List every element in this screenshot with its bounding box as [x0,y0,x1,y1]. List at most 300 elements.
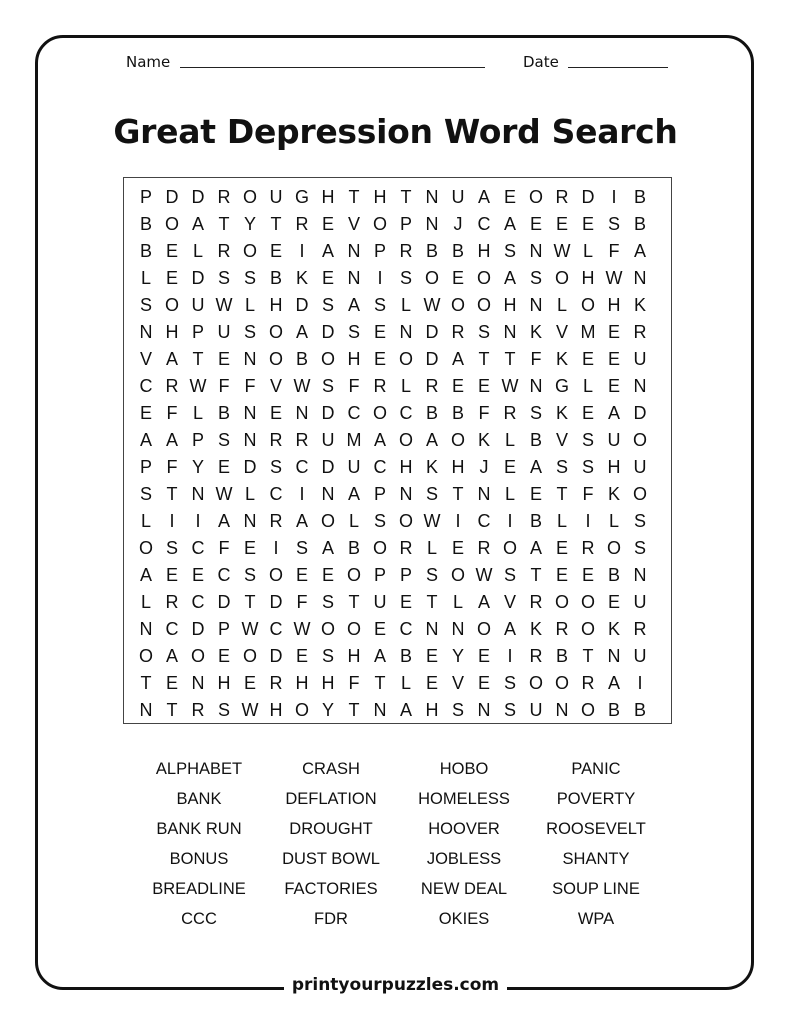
grid-cell[interactable]: S [529,268,542,288]
grid-cell[interactable]: O [138,538,153,558]
grid-cell[interactable]: R [503,403,517,423]
grid-cell[interactable]: R [633,619,647,639]
grid-cell[interactable]: U [217,322,231,342]
grid-cell[interactable]: M [346,430,362,450]
grid-cell[interactable]: S [555,457,568,477]
grid-cell[interactable]: N [295,403,309,423]
grid-cell[interactable]: L [400,673,411,693]
grid-cell[interactable]: O [268,349,283,369]
grid-cell[interactable]: Y [451,646,464,666]
grid-cell[interactable]: B [555,646,568,666]
grid-cell[interactable]: C [477,511,491,531]
grid-cell[interactable]: T [452,484,464,504]
grid-cell[interactable]: D [425,349,439,369]
grid-cell[interactable]: U [347,457,361,477]
grid-cell[interactable]: O [632,430,647,450]
grid-cell[interactable]: S [529,403,542,423]
grid-cell[interactable]: K [529,322,542,342]
grid-cell[interactable]: N [139,619,153,639]
grid-cell[interactable]: L [140,592,151,612]
grid-cell[interactable]: O [164,214,179,234]
grid-cell[interactable]: B [607,565,620,585]
grid-cell[interactable]: H [425,700,439,720]
grid-cell[interactable]: N [633,268,647,288]
grid-cell[interactable]: H [269,700,283,720]
grid-cell[interactable]: S [321,376,334,396]
grid-cell[interactable]: P [139,457,152,477]
grid-cell[interactable]: D [191,187,205,207]
grid-cell[interactable]: O [190,646,205,666]
grid-cell[interactable]: N [529,376,543,396]
grid-cell[interactable]: H [399,457,413,477]
grid-cell[interactable]: I [611,187,617,207]
grid-cell[interactable]: S [581,457,594,477]
grid-cell[interactable]: B [633,187,646,207]
grid-cell[interactable]: N [399,484,413,504]
grid-cell[interactable]: T [166,700,178,720]
name-line[interactable] [180,67,485,68]
grid-cell[interactable]: E [373,619,386,639]
grid-cell[interactable]: V [503,592,516,612]
grid-cell[interactable]: S [295,538,308,558]
grid-cell[interactable]: D [425,322,439,342]
grid-cell[interactable]: O [372,538,387,558]
grid-cell[interactable]: H [477,241,491,261]
grid-cell[interactable]: R [399,538,413,558]
grid-cell[interactable]: A [503,619,516,639]
grid-cell[interactable]: H [503,295,517,315]
grid-cell[interactable]: O [580,592,595,612]
grid-cell[interactable]: S [321,295,334,315]
grid-cell[interactable]: W [501,376,519,396]
grid-cell[interactable]: S [633,538,646,558]
grid-cell[interactable]: H [321,187,335,207]
grid-cell[interactable]: S [633,511,646,531]
grid-cell[interactable]: O [242,646,257,666]
grid-cell[interactable]: M [580,322,596,342]
grid-cell[interactable]: E [555,538,568,558]
grid-cell[interactable]: H [165,322,179,342]
grid-cell[interactable]: A [321,241,334,261]
grid-cell[interactable]: O [398,349,413,369]
grid-cell[interactable]: I [455,511,461,531]
grid-cell[interactable]: L [400,376,411,396]
grid-cell[interactable]: L [608,511,619,531]
grid-cell[interactable]: G [554,376,569,396]
grid-cell[interactable]: O [632,484,647,504]
grid-cell[interactable]: L [244,484,255,504]
grid-cell[interactable]: C [191,538,205,558]
grid-cell[interactable]: I [507,511,513,531]
grid-cell[interactable]: L [556,295,567,315]
grid-cell[interactable]: H [295,673,309,693]
grid-cell[interactable]: F [166,403,178,423]
grid-cell[interactable]: E [607,322,620,342]
grid-cell[interactable]: O [346,565,361,585]
grid-cell[interactable]: U [269,187,283,207]
grid-cell[interactable]: C [139,376,153,396]
grid-cell[interactable]: A [373,430,386,450]
grid-cell[interactable]: O [450,295,465,315]
grid-cell[interactable]: R [217,241,231,261]
grid-cell[interactable]: R [633,322,647,342]
grid-cell[interactable]: A [607,403,620,423]
grid-cell[interactable]: N [477,484,491,504]
grid-cell[interactable]: E [451,376,464,396]
grid-cell[interactable]: B [295,349,308,369]
grid-cell[interactable]: F [244,376,256,396]
grid-cell[interactable]: E [555,214,568,234]
grid-cell[interactable]: N [529,241,543,261]
grid-cell[interactable]: E [399,592,412,612]
grid-cell[interactable]: S [243,268,256,288]
grid-cell[interactable]: S [243,565,256,585]
grid-cell[interactable]: S [373,295,386,315]
grid-cell[interactable]: I [273,538,279,558]
grid-cell[interactable]: I [585,511,591,531]
grid-cell[interactable]: S [399,268,412,288]
grid-cell[interactable]: B [347,538,360,558]
grid-cell[interactable]: N [425,214,439,234]
grid-cell[interactable]: C [269,484,283,504]
grid-cell[interactable]: A [425,430,438,450]
grid-cell[interactable]: H [373,187,387,207]
grid-cell[interactable]: E [581,565,594,585]
grid-cell[interactable]: E [529,214,542,234]
grid-cell[interactable]: C [477,214,491,234]
grid-cell[interactable]: D [243,457,257,477]
grid-cell[interactable]: A [139,430,152,450]
grid-cell[interactable]: N [243,403,257,423]
grid-cell[interactable]: O [398,511,413,531]
grid-cell[interactable]: I [299,484,305,504]
grid-cell[interactable]: C [165,619,179,639]
grid-cell[interactable]: W [553,241,571,261]
grid-cell[interactable]: S [321,646,334,666]
grid-cell[interactable]: R [269,511,283,531]
grid-cell[interactable]: R [191,700,205,720]
grid-cell[interactable]: C [399,403,413,423]
grid-cell[interactable]: E [477,376,490,396]
grid-cell[interactable]: U [191,295,205,315]
grid-cell[interactable]: W [475,565,493,585]
grid-cell[interactable]: F [166,457,178,477]
grid-cell[interactable]: N [477,700,491,720]
grid-cell[interactable]: E [321,214,334,234]
grid-cell[interactable]: F [296,592,308,612]
grid-cell[interactable]: A [503,268,516,288]
grid-cell[interactable]: R [269,430,283,450]
grid-cell[interactable]: P [399,214,412,234]
grid-cell[interactable]: N [243,349,257,369]
grid-cell[interactable]: O [554,268,569,288]
grid-cell[interactable]: A [373,646,386,666]
grid-cell[interactable]: O [242,187,257,207]
grid-cell[interactable]: O [346,619,361,639]
grid-cell[interactable]: U [633,457,647,477]
grid-cell[interactable]: K [477,430,490,450]
grid-cell[interactable]: E [503,457,516,477]
grid-cell[interactable]: U [633,349,647,369]
grid-cell[interactable]: T [244,592,256,612]
grid-cell[interactable]: E [607,349,620,369]
grid-cell[interactable]: N [243,430,257,450]
grid-cell[interactable]: E [373,349,386,369]
grid-cell[interactable]: S [503,565,516,585]
grid-cell[interactable]: L [140,268,151,288]
grid-cell[interactable]: N [191,484,205,504]
grid-cell[interactable]: U [373,592,387,612]
grid-cell[interactable]: V [555,430,568,450]
grid-cell[interactable]: E [321,268,334,288]
grid-cell[interactable]: U [529,700,543,720]
grid-cell[interactable]: E [581,403,594,423]
grid-cell[interactable]: T [348,700,360,720]
grid-cell[interactable]: S [503,700,516,720]
grid-cell[interactable]: P [399,565,412,585]
grid-cell[interactable]: Y [321,700,334,720]
grid-cell[interactable]: B [451,241,464,261]
grid-cell[interactable]: N [607,646,621,666]
grid-cell[interactable]: L [582,241,593,261]
grid-cell[interactable]: E [503,187,516,207]
grid-cell[interactable]: E [243,538,256,558]
grid-cell[interactable]: E [425,646,438,666]
grid-cell[interactable]: F [348,376,360,396]
date-line[interactable] [568,67,668,68]
grid-cell[interactable]: S [451,700,464,720]
grid-cell[interactable]: R [399,241,413,261]
grid-cell[interactable]: B [399,646,412,666]
grid-cell[interactable]: W [215,295,233,315]
grid-cell[interactable]: Y [191,457,204,477]
grid-cell[interactable]: E [607,376,620,396]
grid-cell[interactable]: O [502,538,517,558]
grid-cell[interactable]: S [373,511,386,531]
grid-cell[interactable]: T [218,214,230,234]
grid-cell[interactable]: B [451,403,464,423]
grid-cell[interactable]: R [217,187,231,207]
grid-cell[interactable]: E [243,673,256,693]
grid-cell[interactable]: A [529,457,542,477]
grid-cell[interactable]: P [373,484,386,504]
grid-cell[interactable]: N [451,619,465,639]
grid-cell[interactable]: B [217,403,230,423]
grid-cell[interactable]: L [192,403,203,423]
grid-cell[interactable]: A [165,349,178,369]
grid-cell[interactable]: G [294,187,309,207]
grid-cell[interactable]: B [425,241,438,261]
grid-cell[interactable]: E [451,538,464,558]
grid-cell[interactable]: K [529,619,542,639]
grid-cell[interactable]: R [165,376,179,396]
grid-cell[interactable]: O [372,403,387,423]
grid-cell[interactable]: I [195,511,201,531]
grid-cell[interactable]: K [555,403,568,423]
grid-cell[interactable]: T [166,484,178,504]
grid-cell[interactable]: T [374,673,386,693]
grid-cell[interactable]: A [295,322,308,342]
grid-cell[interactable]: A [321,538,334,558]
grid-cell[interactable]: N [633,376,647,396]
grid-cell[interactable]: N [347,241,361,261]
grid-cell[interactable]: E [529,484,542,504]
grid-cell[interactable]: O [476,619,491,639]
grid-cell[interactable]: U [451,187,465,207]
grid-cell[interactable]: T [556,484,568,504]
grid-cell[interactable]: N [191,673,205,693]
grid-cell[interactable]: P [373,565,386,585]
grid-cell[interactable]: E [581,214,594,234]
grid-cell[interactable]: R [581,538,595,558]
grid-cell[interactable]: K [607,484,620,504]
grid-cell[interactable]: S [269,457,282,477]
grid-cell[interactable]: B [633,214,646,234]
grid-cell[interactable]: N [555,700,569,720]
grid-cell[interactable]: N [425,187,439,207]
grid-cell[interactable]: E [269,241,282,261]
grid-cell[interactable]: W [293,376,311,396]
grid-cell[interactable]: B [529,430,542,450]
grid-cell[interactable]: S [477,322,490,342]
grid-cell[interactable]: O [242,241,257,261]
grid-cell[interactable]: F [218,538,230,558]
grid-cell[interactable]: J [479,457,489,477]
grid-cell[interactable]: I [637,673,643,693]
grid-cell[interactable]: C [399,619,413,639]
grid-cell[interactable]: E [295,646,308,666]
grid-cell[interactable]: O [398,430,413,450]
grid-cell[interactable]: F [218,376,230,396]
grid-cell[interactable]: T [478,349,490,369]
grid-cell[interactable]: E [139,403,152,423]
grid-cell[interactable]: D [321,322,335,342]
grid-cell[interactable]: T [400,187,412,207]
grid-cell[interactable]: N [425,619,439,639]
grid-cell[interactable]: D [191,619,205,639]
grid-cell[interactable]: L [244,295,255,315]
grid-cell[interactable]: L [504,430,515,450]
grid-cell[interactable]: U [633,646,647,666]
grid-cell[interactable]: P [373,241,386,261]
grid-cell[interactable]: A [477,592,490,612]
grid-cell[interactable]: L [426,538,437,558]
grid-cell[interactable]: S [321,592,334,612]
grid-cell[interactable]: U [321,430,335,450]
grid-cell[interactable]: V [451,673,464,693]
grid-cell[interactable]: W [423,511,441,531]
grid-cell[interactable]: Y [243,214,256,234]
grid-cell[interactable]: B [139,214,152,234]
grid-cell[interactable]: S [425,484,438,504]
grid-cell[interactable]: W [605,268,623,288]
grid-cell[interactable]: L [582,376,593,396]
grid-cell[interactable]: H [581,268,595,288]
grid-cell[interactable]: C [191,592,205,612]
grid-cell[interactable]: B [269,268,282,288]
grid-cell[interactable]: H [347,349,361,369]
grid-cell[interactable]: D [321,403,335,423]
grid-cell[interactable]: K [607,619,620,639]
grid-cell[interactable]: K [633,295,646,315]
grid-cell[interactable]: R [555,619,569,639]
grid-cell[interactable]: P [217,619,230,639]
grid-cell[interactable]: V [269,376,282,396]
grid-cell[interactable]: D [217,592,231,612]
grid-cell[interactable]: C [373,457,387,477]
grid-cell[interactable]: L [192,241,203,261]
grid-cell[interactable]: N [373,700,387,720]
grid-cell[interactable]: B [139,241,152,261]
grid-cell[interactable]: H [347,646,361,666]
grid-cell[interactable]: O [580,619,595,639]
grid-cell[interactable]: C [295,457,309,477]
grid-cell[interactable]: O [528,187,543,207]
grid-cell[interactable]: E [165,268,178,288]
grid-cell[interactable]: O [424,268,439,288]
grid-cell[interactable]: A [165,430,178,450]
grid-cell[interactable]: V [555,322,568,342]
grid-cell[interactable]: O [294,700,309,720]
grid-cell[interactable]: I [377,268,383,288]
grid-cell[interactable]: S [503,673,516,693]
grid-cell[interactable]: F [348,673,360,693]
grid-cell[interactable]: N [139,700,153,720]
grid-cell[interactable]: D [321,457,335,477]
grid-cell[interactable]: B [529,511,542,531]
grid-cell[interactable]: S [217,268,230,288]
grid-cell[interactable]: E [477,646,490,666]
grid-cell[interactable]: E [165,241,178,261]
grid-cell[interactable]: E [165,565,178,585]
grid-cell[interactable]: D [165,187,179,207]
grid-cell[interactable]: N [529,295,543,315]
grid-cell[interactable]: E [373,322,386,342]
grid-cell[interactable]: K [425,457,438,477]
grid-cell[interactable]: W [241,700,259,720]
grid-cell[interactable]: K [555,349,568,369]
grid-cell[interactable]: L [400,295,411,315]
grid-cell[interactable]: O [528,673,543,693]
grid-cell[interactable]: C [217,565,231,585]
grid-cell[interactable]: N [399,322,413,342]
grid-cell[interactable]: R [451,322,465,342]
grid-cell[interactable]: L [504,484,515,504]
grid-cell[interactable]: N [347,268,361,288]
grid-cell[interactable]: H [607,457,621,477]
grid-cell[interactable]: R [477,538,491,558]
grid-cell[interactable]: A [139,565,152,585]
grid-cell[interactable]: T [192,349,204,369]
grid-cell[interactable]: S [347,322,360,342]
grid-cell[interactable]: T [530,565,542,585]
grid-cell[interactable]: E [217,349,230,369]
grid-cell[interactable]: P [191,430,204,450]
grid-cell[interactable]: B [425,403,438,423]
grid-cell[interactable]: O [580,700,595,720]
grid-cell[interactable]: E [451,268,464,288]
grid-cell[interactable]: E [555,565,568,585]
grid-cell[interactable]: A [295,511,308,531]
grid-cell[interactable]: W [293,619,311,639]
grid-cell[interactable]: A [191,214,204,234]
grid-cell[interactable]: R [555,187,569,207]
grid-cell[interactable]: S [607,214,620,234]
grid-cell[interactable]: A [529,538,542,558]
grid-cell[interactable]: L [452,592,463,612]
grid-cell[interactable]: S [243,322,256,342]
grid-cell[interactable]: N [321,484,335,504]
